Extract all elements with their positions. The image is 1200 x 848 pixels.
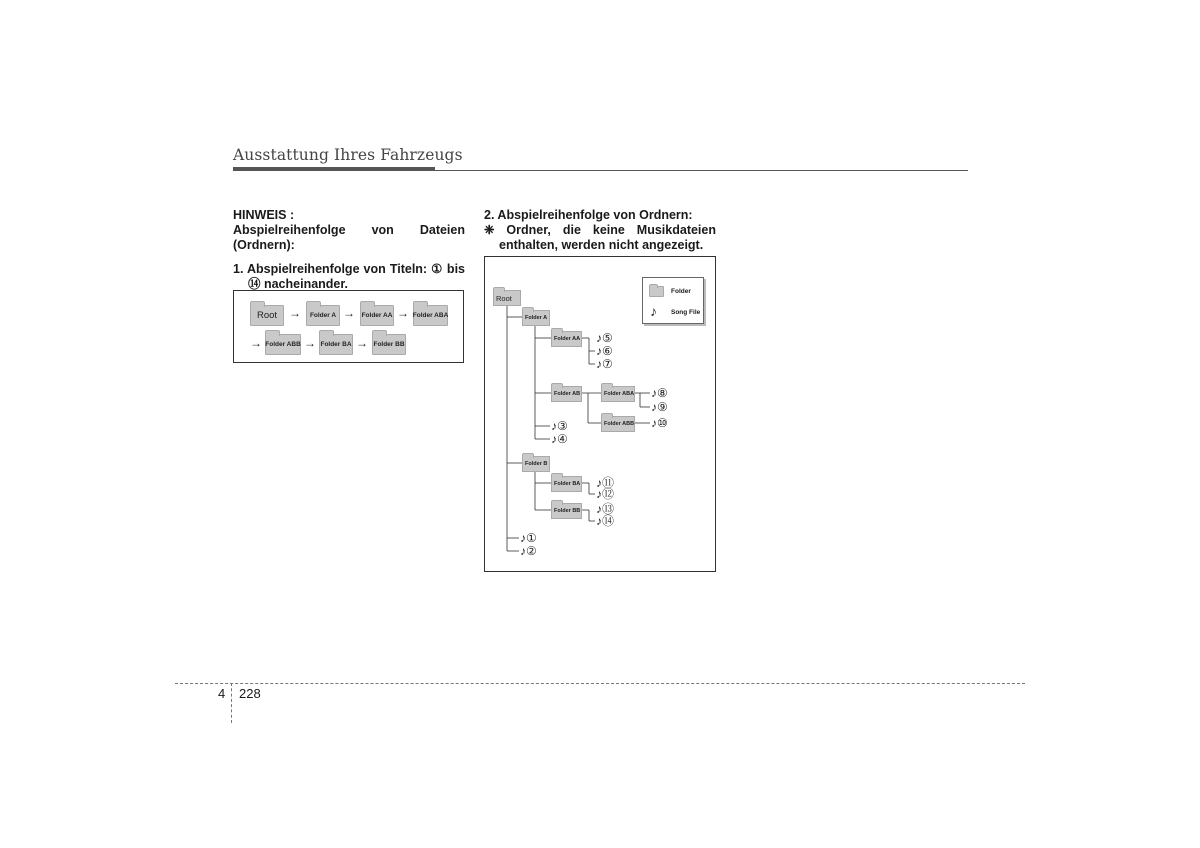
- folder-icon: [413, 305, 448, 326]
- song-14: ♪⑭: [596, 514, 615, 528]
- chapter-number: 4: [218, 686, 226, 701]
- seq-folder-aa: Folder AA: [361, 312, 393, 319]
- folder-icon: [649, 286, 664, 297]
- note-subtitle-line1: Abspielreihenfolge von Dateien: [233, 223, 465, 237]
- item1-line1: 1. Abspielreihenfolge von Titeln: ① bis: [233, 262, 465, 276]
- arrow-icon: →: [250, 336, 262, 350]
- note-subtitle-line2: (Ordnern):: [233, 238, 295, 252]
- seq-root: Root: [256, 310, 278, 321]
- legend-folder-label: Folder: [671, 288, 691, 295]
- remark-line1: ❈ Ordner, die keine Musikdateien: [484, 223, 716, 237]
- tree-folder-ba: [551, 476, 582, 492]
- legend-song-label: Song File: [671, 309, 701, 316]
- folder-label: Folder ABB: [604, 421, 635, 427]
- folder-icon: [306, 305, 340, 326]
- folder-icon: [372, 334, 406, 355]
- folder-icon: [319, 334, 353, 355]
- folder-label: Folder BB: [554, 508, 581, 514]
- tree-folder-ab: [551, 386, 582, 402]
- folder-icon: [265, 334, 301, 355]
- folder-label: Folder B: [525, 461, 548, 467]
- song-9: ♪⑨: [651, 400, 668, 414]
- tree-folder-root: [493, 290, 521, 306]
- arrow-icon: →: [289, 306, 301, 320]
- item2-heading: 2. Abspielreihenfolge von Ordnern:: [484, 208, 693, 222]
- song-10: ♪⑩: [651, 416, 668, 430]
- seq-folder-a: Folder A: [309, 312, 337, 319]
- folder-icon: [360, 305, 394, 326]
- folder-label: Folder ABA: [604, 391, 635, 397]
- remark-line2: enthalten, werden nicht angezeigt.: [499, 238, 704, 252]
- folder-label: Folder BA: [554, 481, 581, 487]
- song-7: ♪⑦: [596, 357, 613, 371]
- item1-line2: ⑭ nacheinander.: [248, 277, 349, 291]
- song-4: ♪④: [551, 432, 568, 446]
- folder-tree-diagram: [484, 256, 716, 572]
- seq-folder-bb: Folder BB: [373, 341, 405, 348]
- song-11: ♪⑪: [596, 476, 615, 490]
- folder-label: Folder AB: [554, 391, 581, 397]
- song-6: ♪⑥: [596, 344, 613, 358]
- header-rule-accent: [233, 167, 435, 171]
- left-column: [233, 208, 465, 292]
- arrow-icon: →: [356, 336, 368, 350]
- right-column: [484, 208, 716, 253]
- seq-folder-abb: Folder ABB: [265, 341, 301, 348]
- song-8: ♪⑧: [651, 386, 668, 400]
- page-number: 228: [239, 686, 261, 701]
- folder-label: Root: [496, 293, 512, 303]
- footer-rule: [175, 683, 1025, 684]
- arrow-icon: →: [304, 336, 316, 350]
- song-13: ♪⑬: [596, 502, 615, 516]
- tree-folder-abb: [601, 416, 635, 432]
- arrow-icon: →: [343, 306, 355, 320]
- folder-label: Folder A: [525, 315, 548, 321]
- tree-folder-a: [522, 310, 550, 326]
- music-note-icon: ♪: [650, 303, 657, 319]
- song-2: ♪②: [520, 544, 537, 558]
- arrow-icon: →: [397, 306, 409, 320]
- note-label: HINWEIS :: [233, 208, 295, 222]
- folder-label: Folder AA: [554, 336, 581, 342]
- tree-folder-aba: [601, 386, 635, 402]
- song-3: ♪③: [551, 419, 568, 433]
- tree-folder-b: [522, 456, 550, 472]
- footer-divider: [231, 683, 232, 723]
- seq-folder-ba: Folder BA: [320, 341, 352, 348]
- legend: [642, 277, 704, 324]
- song-12: ♪⑫: [596, 487, 615, 501]
- tree-folder-aa: [551, 331, 582, 347]
- seq-folder-aba: Folder ABA: [412, 312, 449, 319]
- tree-folder-bb: [551, 503, 582, 519]
- section-header-title: Ausstattung Ihres Fahrzeugs: [233, 146, 463, 164]
- folder-icon: [250, 305, 284, 326]
- song-1: ♪①: [520, 531, 537, 545]
- playback-sequence-diagram: [233, 290, 464, 363]
- song-5: ♪⑤: [596, 331, 613, 345]
